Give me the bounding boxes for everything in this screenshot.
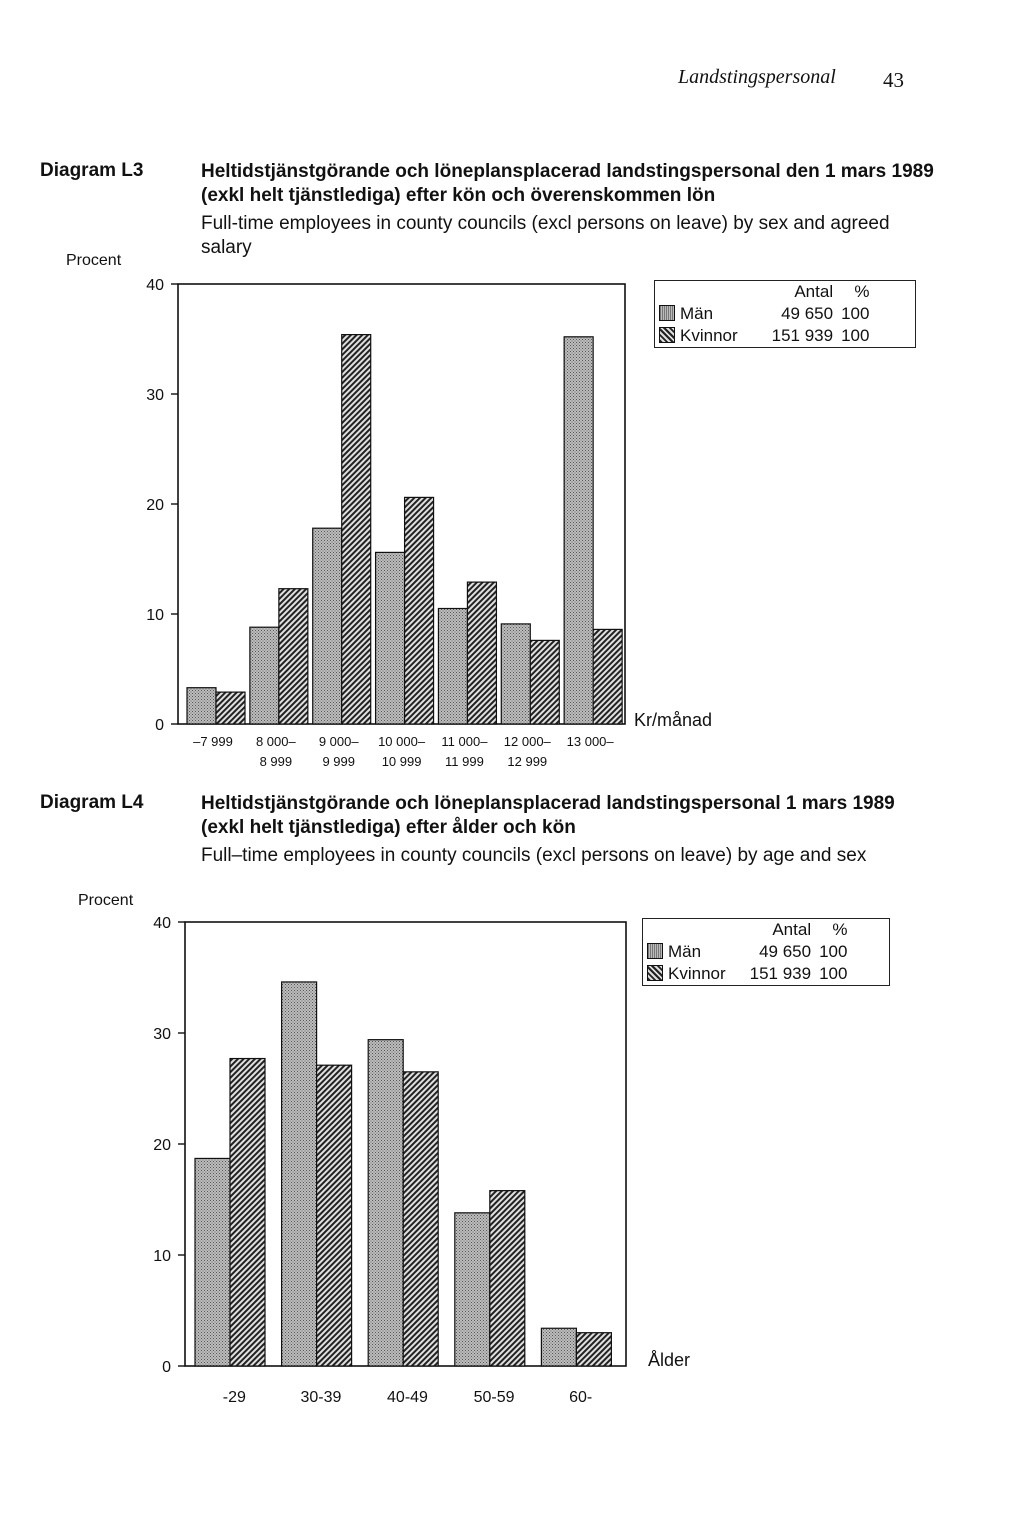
y-tick-label: 20 bbox=[153, 1137, 171, 1154]
bar-women bbox=[403, 1072, 438, 1366]
bar-women bbox=[317, 1065, 352, 1366]
diagram-l3-x-unit: Kr/månad bbox=[634, 710, 713, 730]
bar-women bbox=[490, 1191, 525, 1366]
legend-pct-women: 100 bbox=[819, 964, 848, 983]
diagram-l3-title-sv: Heltidstjänstgörande och löneplansplacerad landstingspersonal den 1 mars 1989 (exkl helt tjänstlediga) efter kön och överenskommen lön bbox=[201, 161, 934, 206]
bar-women bbox=[576, 1333, 611, 1366]
y-tick-label: 20 bbox=[146, 497, 164, 514]
legend-label-men: Män bbox=[680, 304, 714, 323]
diagram-l4-title-sv: Heltidstjänstgörande och löneplansplacerad landstingspersonal 1 mars 1989 (exkl helt tjänstlediga) efter ålder och kön bbox=[201, 793, 895, 838]
bar-women bbox=[230, 1059, 265, 1366]
y-tick-label: 0 bbox=[155, 717, 164, 734]
x-tick-label: -29 bbox=[222, 1389, 246, 1406]
legend-antal-women: 151 939 bbox=[771, 326, 834, 345]
x-tick-label: 12 999 bbox=[507, 754, 548, 769]
x-tick-label: 8 999 bbox=[259, 754, 293, 769]
y-tick-label: 30 bbox=[153, 1026, 171, 1043]
women-swatch-icon bbox=[647, 965, 663, 981]
y-tick-label: 40 bbox=[153, 915, 171, 932]
x-tick-label: 13 000– bbox=[566, 734, 614, 749]
legend-head-antal: Antal bbox=[794, 282, 834, 301]
legend-pct-women: 100 bbox=[841, 326, 870, 345]
y-tick-label: 10 bbox=[153, 1248, 171, 1265]
x-tick-label: –7 999 bbox=[193, 734, 233, 749]
legend-head-antal: Antal bbox=[772, 920, 812, 939]
diagram-l3-y-unit: Procent bbox=[66, 252, 122, 269]
legend-pct-men: 100 bbox=[841, 304, 870, 323]
legend-head-pct: % bbox=[854, 282, 870, 301]
legend-antal-women: 151 939 bbox=[749, 964, 812, 983]
legend-pct-men: 100 bbox=[819, 942, 848, 961]
diagram-l4-y-unit: Procent bbox=[78, 892, 134, 909]
x-tick-label: 60- bbox=[569, 1389, 593, 1406]
x-tick-label: 40-49 bbox=[387, 1389, 428, 1406]
bar-men bbox=[368, 1040, 403, 1366]
x-tick-label: 9 999 bbox=[322, 754, 355, 769]
diagram-l4-title-en: Full–time employees in county councils (excl persons on leave) by age and sex bbox=[201, 845, 867, 866]
legend-head-pct: % bbox=[832, 920, 848, 939]
diagram-l3-title-en: Full-time employees in county councils (excl persons on leave) by sex and agreed salary bbox=[201, 213, 890, 258]
page-number: 43 bbox=[883, 68, 904, 92]
x-tick-label: 50-59 bbox=[473, 1389, 515, 1406]
x-tick-label: 9 000– bbox=[318, 734, 359, 749]
y-tick-label: 10 bbox=[146, 607, 164, 624]
bar-men bbox=[282, 982, 317, 1366]
diagram-l4-x-unit: Ålder bbox=[648, 1350, 691, 1370]
x-tick-label: 11 000– bbox=[441, 734, 488, 749]
x-tick-label: 12 000– bbox=[503, 734, 551, 749]
legend-label-women: Kvinnor bbox=[668, 964, 726, 983]
bar-men bbox=[541, 1328, 576, 1366]
y-tick-label: 40 bbox=[146, 277, 164, 294]
y-tick-label: 0 bbox=[162, 1359, 171, 1376]
bar-men bbox=[455, 1213, 490, 1366]
diagram-l4-label: Diagram L4 bbox=[40, 792, 144, 813]
x-tick-label: 30-39 bbox=[300, 1389, 342, 1406]
legend-antal-men: 49 650 bbox=[759, 942, 812, 961]
legend-label-men: Män bbox=[668, 942, 702, 961]
diagram-l3-label: Diagram L3 bbox=[40, 160, 144, 181]
legend-antal-men: 49 650 bbox=[781, 304, 834, 323]
y-tick-label: 30 bbox=[146, 387, 164, 404]
men-swatch-icon bbox=[647, 943, 663, 959]
bar-men bbox=[195, 1158, 230, 1366]
x-tick-label: 10 000– bbox=[378, 734, 426, 749]
diagram-l4-legend bbox=[642, 918, 890, 986]
x-tick-label: 8 000– bbox=[255, 734, 296, 749]
x-tick-label: 10 999 bbox=[381, 754, 422, 769]
legend-label-women: Kvinnor bbox=[680, 326, 738, 345]
x-tick-label: 11 999 bbox=[445, 754, 484, 769]
running-head: Landstingspersonal bbox=[678, 66, 836, 88]
